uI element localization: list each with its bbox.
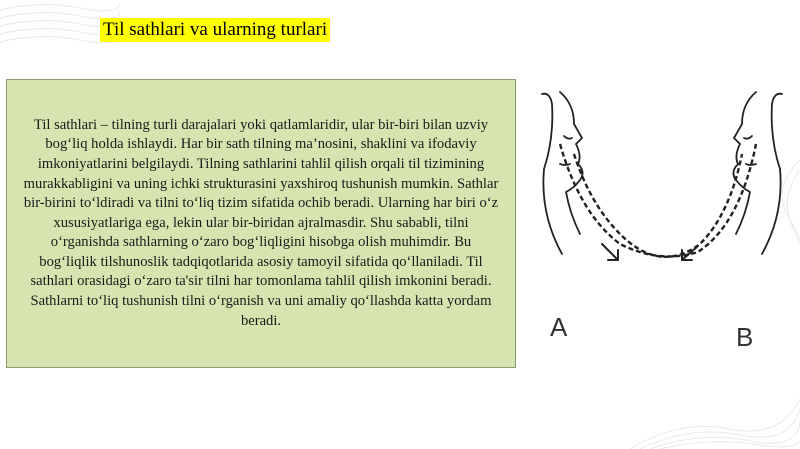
left-head-outline xyxy=(542,94,562,254)
two-heads-communication-illustration xyxy=(530,84,790,364)
label-a: A xyxy=(550,312,568,342)
text-box xyxy=(6,79,516,368)
sound-path-lower xyxy=(560,144,756,257)
left-face-profile xyxy=(560,92,583,234)
body-paragraph: Til sathlari – tilning turli darajalari yoki qatlamlaridir, ular bir-biri bilan uzviy bog‘liq holda ishlaydi. Har bir sath tilning ma’nosini, shaklini va ifodaviy imkoniyatlarini belgilaydi. Tilning sathlarini tahlil qilish orqali til tizimining murakkabligini va uning ichki strukturasini yaxshiroq tushunish mumkin. Sathlar bir-birini to‘ldiradi va tilni to‘liq tizim sifatida ochib beradi. Ularning har biri o‘z xususiyatlariga ega, lekin ular bir-biridan ajralmasdir. Shu sababli, tilni o‘rganishda sathlarning o‘zaro bog‘liqligini hisobga olish muhimdir. Bu bog‘liqlik tilshunoslik tadqiqotlarida asosiy tamoyil sifatida qo‘llaniladi. Til sathlari orasidagi o‘zaro ta'sir tilni har tomonlama tahlil qilish imkonini beradi. Sathlarni to‘liq tushunish tilni o‘rganish va uni amaliy qo‘llashda katta yordam beradi. xyxy=(23,116,499,329)
label-b: B xyxy=(736,322,754,352)
slide-title: Til sathlari va ularning turlari xyxy=(100,18,330,42)
corner-wave-decoration xyxy=(630,389,800,449)
arrow-right-icon xyxy=(602,244,618,260)
right-head-outline xyxy=(762,94,782,254)
sound-path-upper xyxy=(574,154,742,257)
